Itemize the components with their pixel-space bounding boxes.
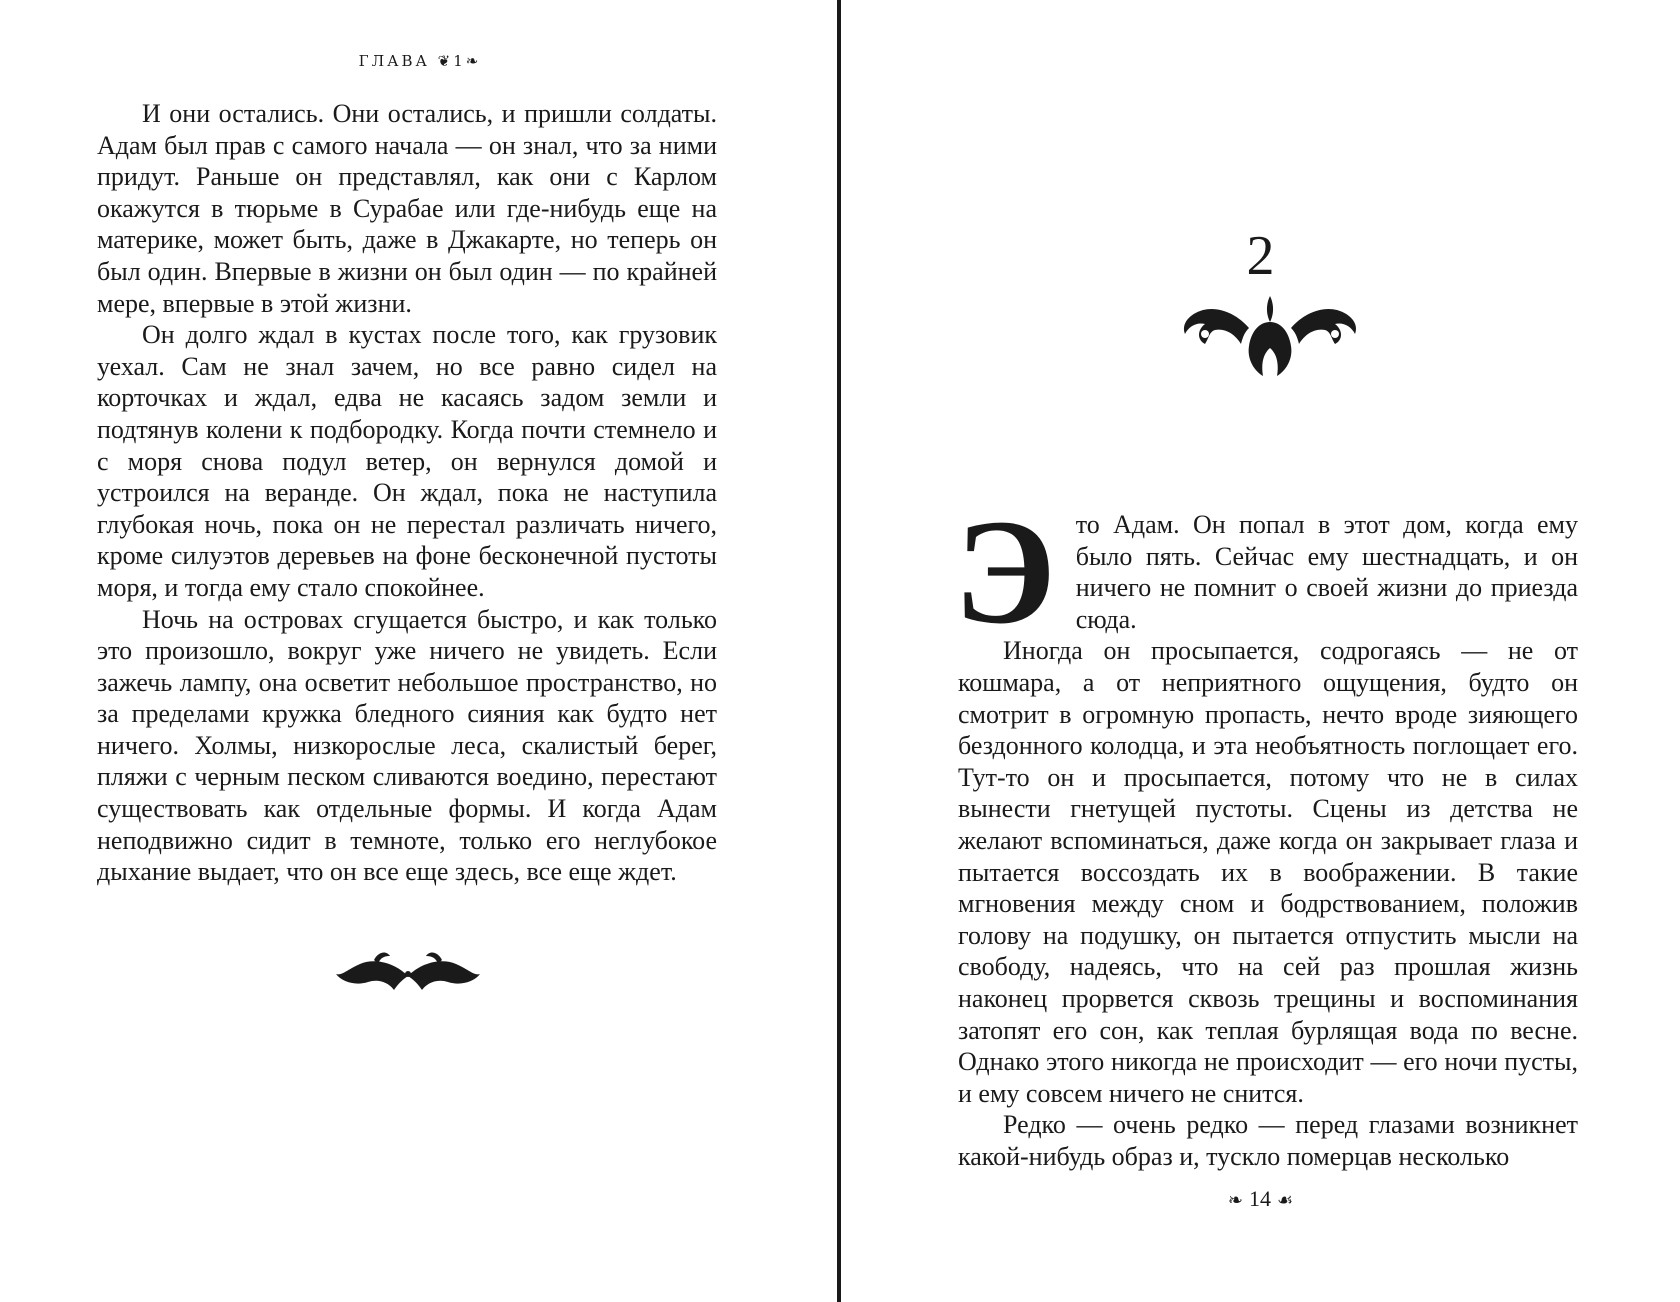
chapter-number: 2 [1246, 225, 1275, 287]
first-paragraph-text: то Адам. Он попал в этот дом, когда ему было пять. Сейчас ему шестнадцать, и он ничего не помнит о своей жизни до приезда сюда. [1075, 510, 1578, 634]
left-page [0, 0, 837, 1302]
flourish-right-icon: ❧ [465, 52, 479, 70]
chapter-ornament-icon [1179, 292, 1361, 378]
paragraph: Иногда он просыпается, содрогаясь — не от кошмара, а от неприятного ощущения, будто он смотрит в огромную пропасть, нечто вроде зияющего бездонного колодца, и эта необъятность поглощает его. Тут-то он и просыпается, потому что не в силах вынести гнетущей пустоты. Сцены из детства не желают вспоминаться, даже когда он закрывает глаза и пытается воссоздать их в воображении. В такие мгновения между сном и бодрствованием, положив голову на подушку, он пытается отпустить мысли на свободу, надеясь, что на сей раз прошлая жизнь наконец прорвется сквозь трещины и воспоминания затопят его сон, как теплая бурлящая вода по весне. Однако этого никогда не происходит — его ночи пусты, и ему совсем ничего не снится. [958, 636, 1578, 1108]
page-number [841, 1186, 1680, 1212]
first-paragraph [954, 489, 1578, 655]
right-body-text [954, 489, 1578, 1172]
running-head-word: ГЛАВА [358, 52, 430, 70]
paragraph: Ночь на островах сгущается быстро, и как только это произошло, вокруг уже ничего не увидеть. Если зажечь лампу, она осветит небольшое пространство, но за пределами кружка бледного сияния как будто нет ничего. Холмы, низкорослые леса, скалистый берег, пляжи с черным песком сливаются воедино, перестают существовать как отдельные формы. И когда Адам неподвижно сидит в темноте, только его неглубокое дыхание выдает, что он все еще здесь, все еще ждет. [97, 604, 717, 887]
drop-cap: Э [954, 489, 1056, 655]
paragraph: И они остались. Они остались, и пришли солдаты. Адам был прав с самого начала — он знал, что за ними придут. Раньше он представлял, как они с Карлом окажутся в тюрьме в Сурабае или где-нибудь еще на материке, может быть, даже в Джакарте, но теперь он был один. Впервые в жизни он был один — по крайней мере, впервые в этой жизни. [97, 99, 717, 318]
section-end-ornament-icon [334, 950, 482, 996]
paragraph: Он долго ждал в кустах после того, как грузовик уехал. Сам не знал зачем, но все равно сидел на корточках и ждал, едва не касаясь задом земли и подтянув колени к подбородку. Когда почти стемнело и с моря снова подул ветер, он вернулся домой и устроился на веранде. Он ждал, пока не наступила глубокая ночь, пока он не перестал различать ничего, кроме силуэтов деревьев на фоне бесконечной пустоты моря, и тогда ему стало спокойнее. [97, 320, 717, 602]
running-head [0, 52, 837, 70]
flourish-left-icon: ❦ [437, 52, 451, 70]
running-head-number: 1 [453, 52, 463, 70]
left-body-text [97, 98, 717, 888]
page-number-value: 14 [1248, 1186, 1271, 1211]
flourish-left-icon: ❧ [1227, 1190, 1243, 1210]
flourish-right-icon: ☙ [1276, 1190, 1294, 1210]
right-page [841, 0, 1680, 1302]
paragraph: Редко — очень редко — перед глазами возникнет какой-нибудь образ и, тускло померцав несколько [958, 1110, 1578, 1171]
